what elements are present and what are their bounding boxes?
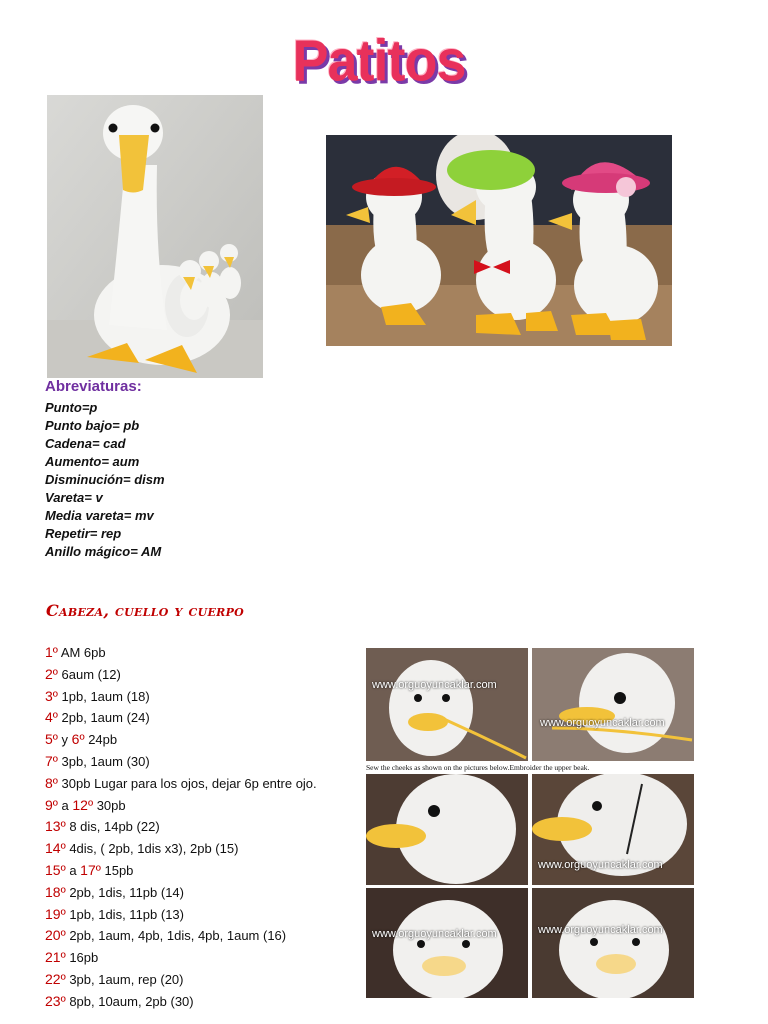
round-range-separator: a (61, 797, 69, 813)
round-number: 20º (45, 927, 66, 944)
round-item (45, 860, 317, 882)
round-instruction: 24pb (88, 732, 118, 748)
round-item (45, 664, 317, 686)
round-item (45, 816, 317, 838)
round-item (45, 904, 317, 926)
round-item (45, 925, 317, 947)
round-instruction: 30pb (96, 797, 126, 813)
round-instruction: AM 6pb (60, 645, 106, 660)
round-item (45, 991, 317, 1013)
watermark-text: www.orguoyuncaklar.com (538, 924, 663, 936)
tutorial-photo (366, 774, 528, 885)
round-item (45, 642, 317, 664)
round-number: 13º (45, 818, 66, 835)
round-number: 5º (45, 731, 58, 748)
round-number: 3º (45, 687, 58, 704)
abbreviations-list (45, 399, 165, 561)
abbreviation-item: Aumento= aum (45, 454, 140, 469)
round-number: 19º (45, 905, 66, 922)
round-instruction: 2pb, 1aum, 4pb, 1dis, 4pb, 1aum (16) (69, 928, 287, 944)
round-instruction: 1pb, 1dis, 11pb (13) (69, 906, 184, 922)
round-instruction: 8 dis, 14pb (22) (69, 819, 160, 835)
tutorial-photo-grid (366, 648, 694, 998)
round-instruction: 2pb, 1aum (24) (61, 710, 150, 726)
round-instruction: 1pb, 1aum (18) (61, 688, 150, 704)
round-item (45, 729, 317, 751)
tutorial-photo (532, 888, 694, 998)
round-number: 23º (45, 992, 66, 1009)
abbreviation-item: Disminución= dism (45, 472, 165, 487)
round-item (45, 947, 317, 969)
tutorial-photo (532, 648, 694, 761)
round-number: 18º (45, 883, 66, 900)
tutorial-caption: Sew the cheeks as shown on the pictures below.Embroider the upper beak. (366, 763, 694, 773)
goose-photo (47, 95, 263, 378)
round-instruction: 30pb Lugar para los ojos, dejar 6p entre ojo. (61, 775, 317, 791)
watermark-text: www.orguoyuncaklar.com (538, 859, 663, 871)
ducks-with-hats-photo (326, 135, 672, 346)
round-number: 12º (72, 796, 94, 813)
abbreviation-item: Anillo mágico= AM (45, 544, 162, 559)
abbreviation-item: Repetir= rep (45, 526, 122, 541)
round-number: 4º (45, 709, 58, 726)
round-instruction: 2pb, 1dis, 11pb (14) (69, 884, 184, 900)
round-instruction: 8pb, 10aum, 2pb (30) (69, 993, 194, 1009)
round-number: 15º (45, 861, 66, 878)
round-item (45, 707, 317, 729)
round-item (45, 969, 317, 991)
round-number: 1º (45, 644, 58, 660)
tutorial-photo (532, 774, 694, 885)
round-item (45, 882, 317, 904)
round-number: 14º (45, 840, 66, 857)
watermark-text: www.orguoyuncaklar.com (540, 717, 665, 729)
round-number: 22º (45, 970, 66, 987)
round-number: 17º (80, 861, 101, 878)
round-instruction: 3pb, 1aum (30) (61, 753, 150, 769)
round-number: 9º (45, 796, 58, 813)
round-range-separator: y (61, 732, 69, 748)
section-heading: Cabeza, cuello y cuerpo (46, 601, 245, 620)
abbreviation-item: Punto=p (45, 400, 98, 415)
round-number: 6º (71, 731, 85, 748)
tutorial-photo (366, 648, 528, 761)
watermark-text: www.orguoyuncaklar.com (372, 679, 497, 691)
round-instruction: 3pb, 1aum, rep (20) (69, 971, 184, 987)
round-item (45, 795, 317, 817)
round-instruction: 6aum (12) (61, 666, 121, 682)
abbreviation-item: Punto bajo= pb (45, 418, 140, 433)
round-item (45, 751, 317, 773)
tutorial-photo (366, 888, 528, 998)
round-item (45, 838, 317, 860)
round-instruction: 16pb (69, 950, 99, 966)
round-item (45, 686, 317, 708)
watermark-text: www.orguoyuncaklar.com (372, 928, 497, 940)
round-item (45, 773, 317, 795)
abbreviation-item: Cadena= cad (45, 436, 126, 451)
abbreviations-heading: Abreviaturas: (45, 378, 142, 395)
round-range-separator: a (69, 862, 77, 878)
round-instruction: 4dis, ( 2pb, 1dis x3), 2pb (15) (69, 841, 239, 857)
round-instruction: 15pb (104, 862, 134, 878)
rounds-list (45, 642, 317, 1013)
round-number: 7º (45, 752, 58, 769)
page-title: Patitos (292, 28, 466, 94)
abbreviation-item: Media vareta= mv (45, 508, 154, 523)
round-number: 8º (45, 774, 58, 791)
round-number: 21º (45, 949, 66, 966)
abbreviation-item: Vareta= v (45, 490, 103, 505)
round-number: 2º (45, 665, 58, 682)
